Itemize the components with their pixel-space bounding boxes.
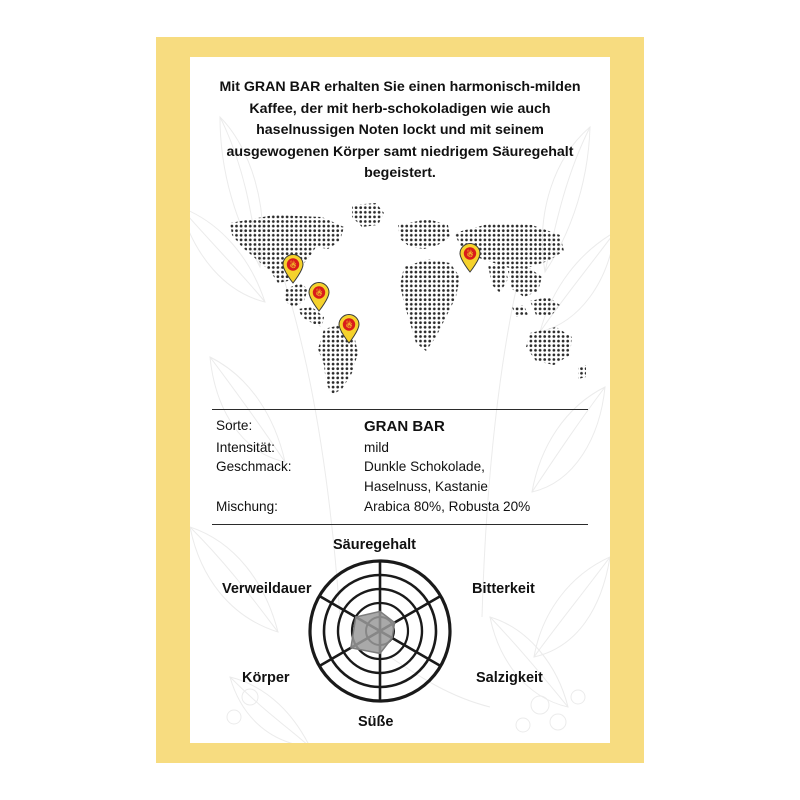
card-content	[190, 57, 610, 743]
map-pin-icon	[282, 254, 304, 284]
origin-pin-1	[459, 243, 481, 273]
map-pin-icon	[459, 243, 481, 273]
radar-label-salzigkeit: Salzigkeit	[476, 670, 543, 686]
spec-row-geschmack	[212, 457, 588, 496]
product-card	[190, 57, 610, 743]
spec-label: Geschmack:	[216, 459, 292, 475]
specs-table	[212, 409, 588, 525]
radar-label-koerper: Körper	[242, 670, 290, 686]
radar-label-verweildauer: Verweildauer	[222, 581, 312, 597]
spec-label: Sorte:	[216, 418, 253, 433]
map-pin-icon	[308, 282, 330, 312]
spec-row-mischung	[212, 497, 588, 517]
svg-text:☃: ☃	[466, 250, 474, 259]
map-pin-icon	[338, 314, 360, 344]
flavor-radar-chart	[190, 519, 610, 743]
spec-value	[364, 457, 588, 496]
spec-value: Arabica 80%, Robusta 20%	[364, 498, 531, 514]
svg-text:☃: ☃	[315, 289, 323, 298]
spec-value: GRAN BAR	[364, 418, 445, 435]
spec-label: Mischung:	[216, 498, 278, 514]
spec-label: Intensität:	[216, 439, 275, 455]
spec-value: mild	[364, 439, 389, 455]
spec-row-sorte	[212, 416, 588, 438]
world-dot-map-icon	[212, 197, 588, 402]
radar-label-bitterkeit: Bitterkeit	[472, 581, 535, 597]
intro-paragraph: Mit GRAN BAR erhalten Sie einen harmonisch-milden Kaffee, der mit herb-schokoladigen wie auch haselnussigen Noten lockt und mit seinem ausgewogenen Körper samt niedrigem Säuregehalt begeistert.	[219, 79, 581, 182]
svg-text:☃: ☃	[289, 261, 297, 270]
spec-row-intensitaet	[212, 438, 588, 458]
spec-value-line2: Haselnuss, Kastanie	[364, 479, 488, 495]
radar-label-saeuregehalt: Säuregehalt	[333, 537, 416, 553]
product-card-border	[156, 37, 644, 763]
spec-value-line1: Dunkle Schokolade,	[364, 459, 485, 475]
origin-map	[212, 197, 588, 402]
origin-pin-3	[338, 314, 360, 344]
svg-text:☃: ☃	[345, 321, 353, 330]
radar-label-suesse: Süße	[358, 714, 394, 730]
origin-pin-4	[282, 254, 304, 284]
origin-pin-2	[308, 282, 330, 312]
